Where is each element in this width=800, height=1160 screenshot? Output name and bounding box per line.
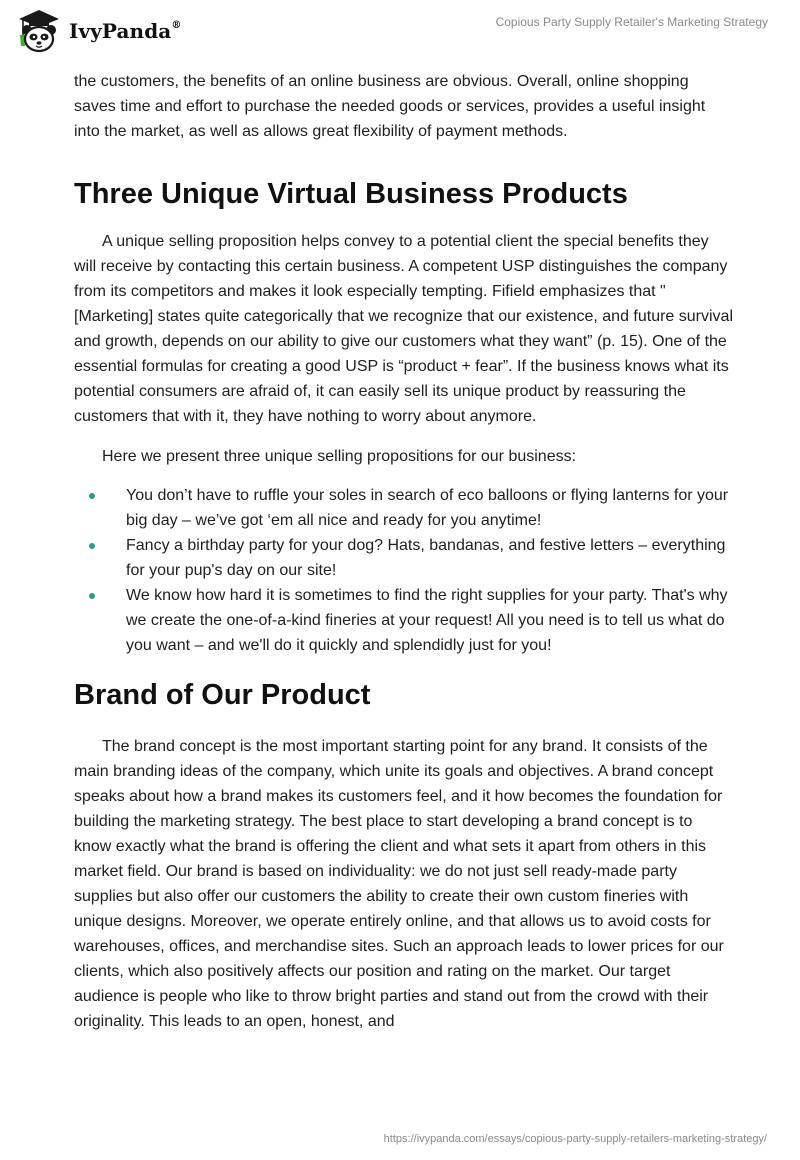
logo-text: IvyPanda® — [69, 19, 182, 43]
essay-content — [74, 69, 734, 1034]
list-item — [74, 533, 734, 583]
panda-graduate-icon — [15, 8, 63, 54]
registered-mark: ® — [171, 20, 182, 32]
section-heading-usp: Three Unique Virtual Business Products — [74, 178, 628, 210]
list-item-text: We know how hard it is sometimes to find the right supplies for your party. That's why we create the one-of-a-kind fineries at your request! All you need is to tell us what do you want – and we'll do it quickly and splendidly just for you! — [126, 587, 728, 654]
ivypanda-logo[interactable] — [15, 8, 181, 54]
brand-paragraph: The brand concept is the most important starting point for any brand. It consists of the main branding ideas of the company, which unite its goals and objectives. A brand concept speaks about how a brand makes its customers feel, and it how becomes the foundation for building the marketing strategy. The best place to start developing a brand concept is to know exactly what the brand is offering the client and what sets it apart from others in this market field. Our brand is based on individuality: we do not just sell ready-made party supplies but also offer our customers the ability to create their own custom fineries with unique designs. Moreover, we operate entirely online, and that allows us to avoid costs for warehouses, offices, and merchandise sites. Such an approach leads to lower prices for our clients, which also positively affects our position and rating on the market. Our target audience is people who like to throw bright parties and stand out from the crowd with their originality. This leads to an open, honest, and — [74, 738, 724, 1030]
page-header — [0, 0, 800, 62]
usp-list — [74, 483, 734, 658]
usp-list-intro: Here we present three unique selling propositions for our business: — [102, 448, 577, 465]
list-item — [74, 483, 734, 533]
bullet-dot-icon — [89, 493, 95, 499]
section-heading-brand: Brand of Our Product — [74, 679, 371, 711]
document-title: Copious Party Supply Retailer's Marketing Strategy — [495, 15, 768, 29]
usp-paragraph: A unique selling proposition helps convey to a potential client the special benefits they will receive by contacting this certain business. A competent USP distinguishes the company from its competitors and makes it look especially tempting. Fifield emphasizes that "[Marketing] states quite categorically that we recognize that our existence, and future survival and growth, depends on our ability to give our customers what they want” (p. 15). One of the essential formulas for creating a good USP is “product + fear”. If the business knows what its potential consumers are afraid of, it can easily sell its unique product by reassuring the customers that with it, they have nothing to worry about anymore. — [74, 233, 734, 425]
list-item-text: You don’t have to ruffle your soles in search of eco balloons or flying lanterns for your big day – we’ve got ‘em all nice and ready for you anytime! — [126, 487, 729, 529]
list-item-text: Fancy a birthday party for your dog? Hats, bandanas, and festive letters – everything for your pup's day on our site! — [126, 537, 726, 579]
intro-paragraph: the customers, the benefits of an online business are obvious. Overall, online shopping saves time and effort to purchase the needed goods or services, provides a useful insight into the market, as well as allows great flexibility of payment methods. — [74, 73, 706, 140]
footer-url[interactable]: https://ivypanda.com/essays/copious-party-supply-retailers-marketing-strategy/ — [383, 1133, 767, 1145]
bullet-dot-icon — [89, 543, 95, 549]
list-item — [74, 583, 734, 658]
bullet-dot-icon — [89, 593, 95, 599]
